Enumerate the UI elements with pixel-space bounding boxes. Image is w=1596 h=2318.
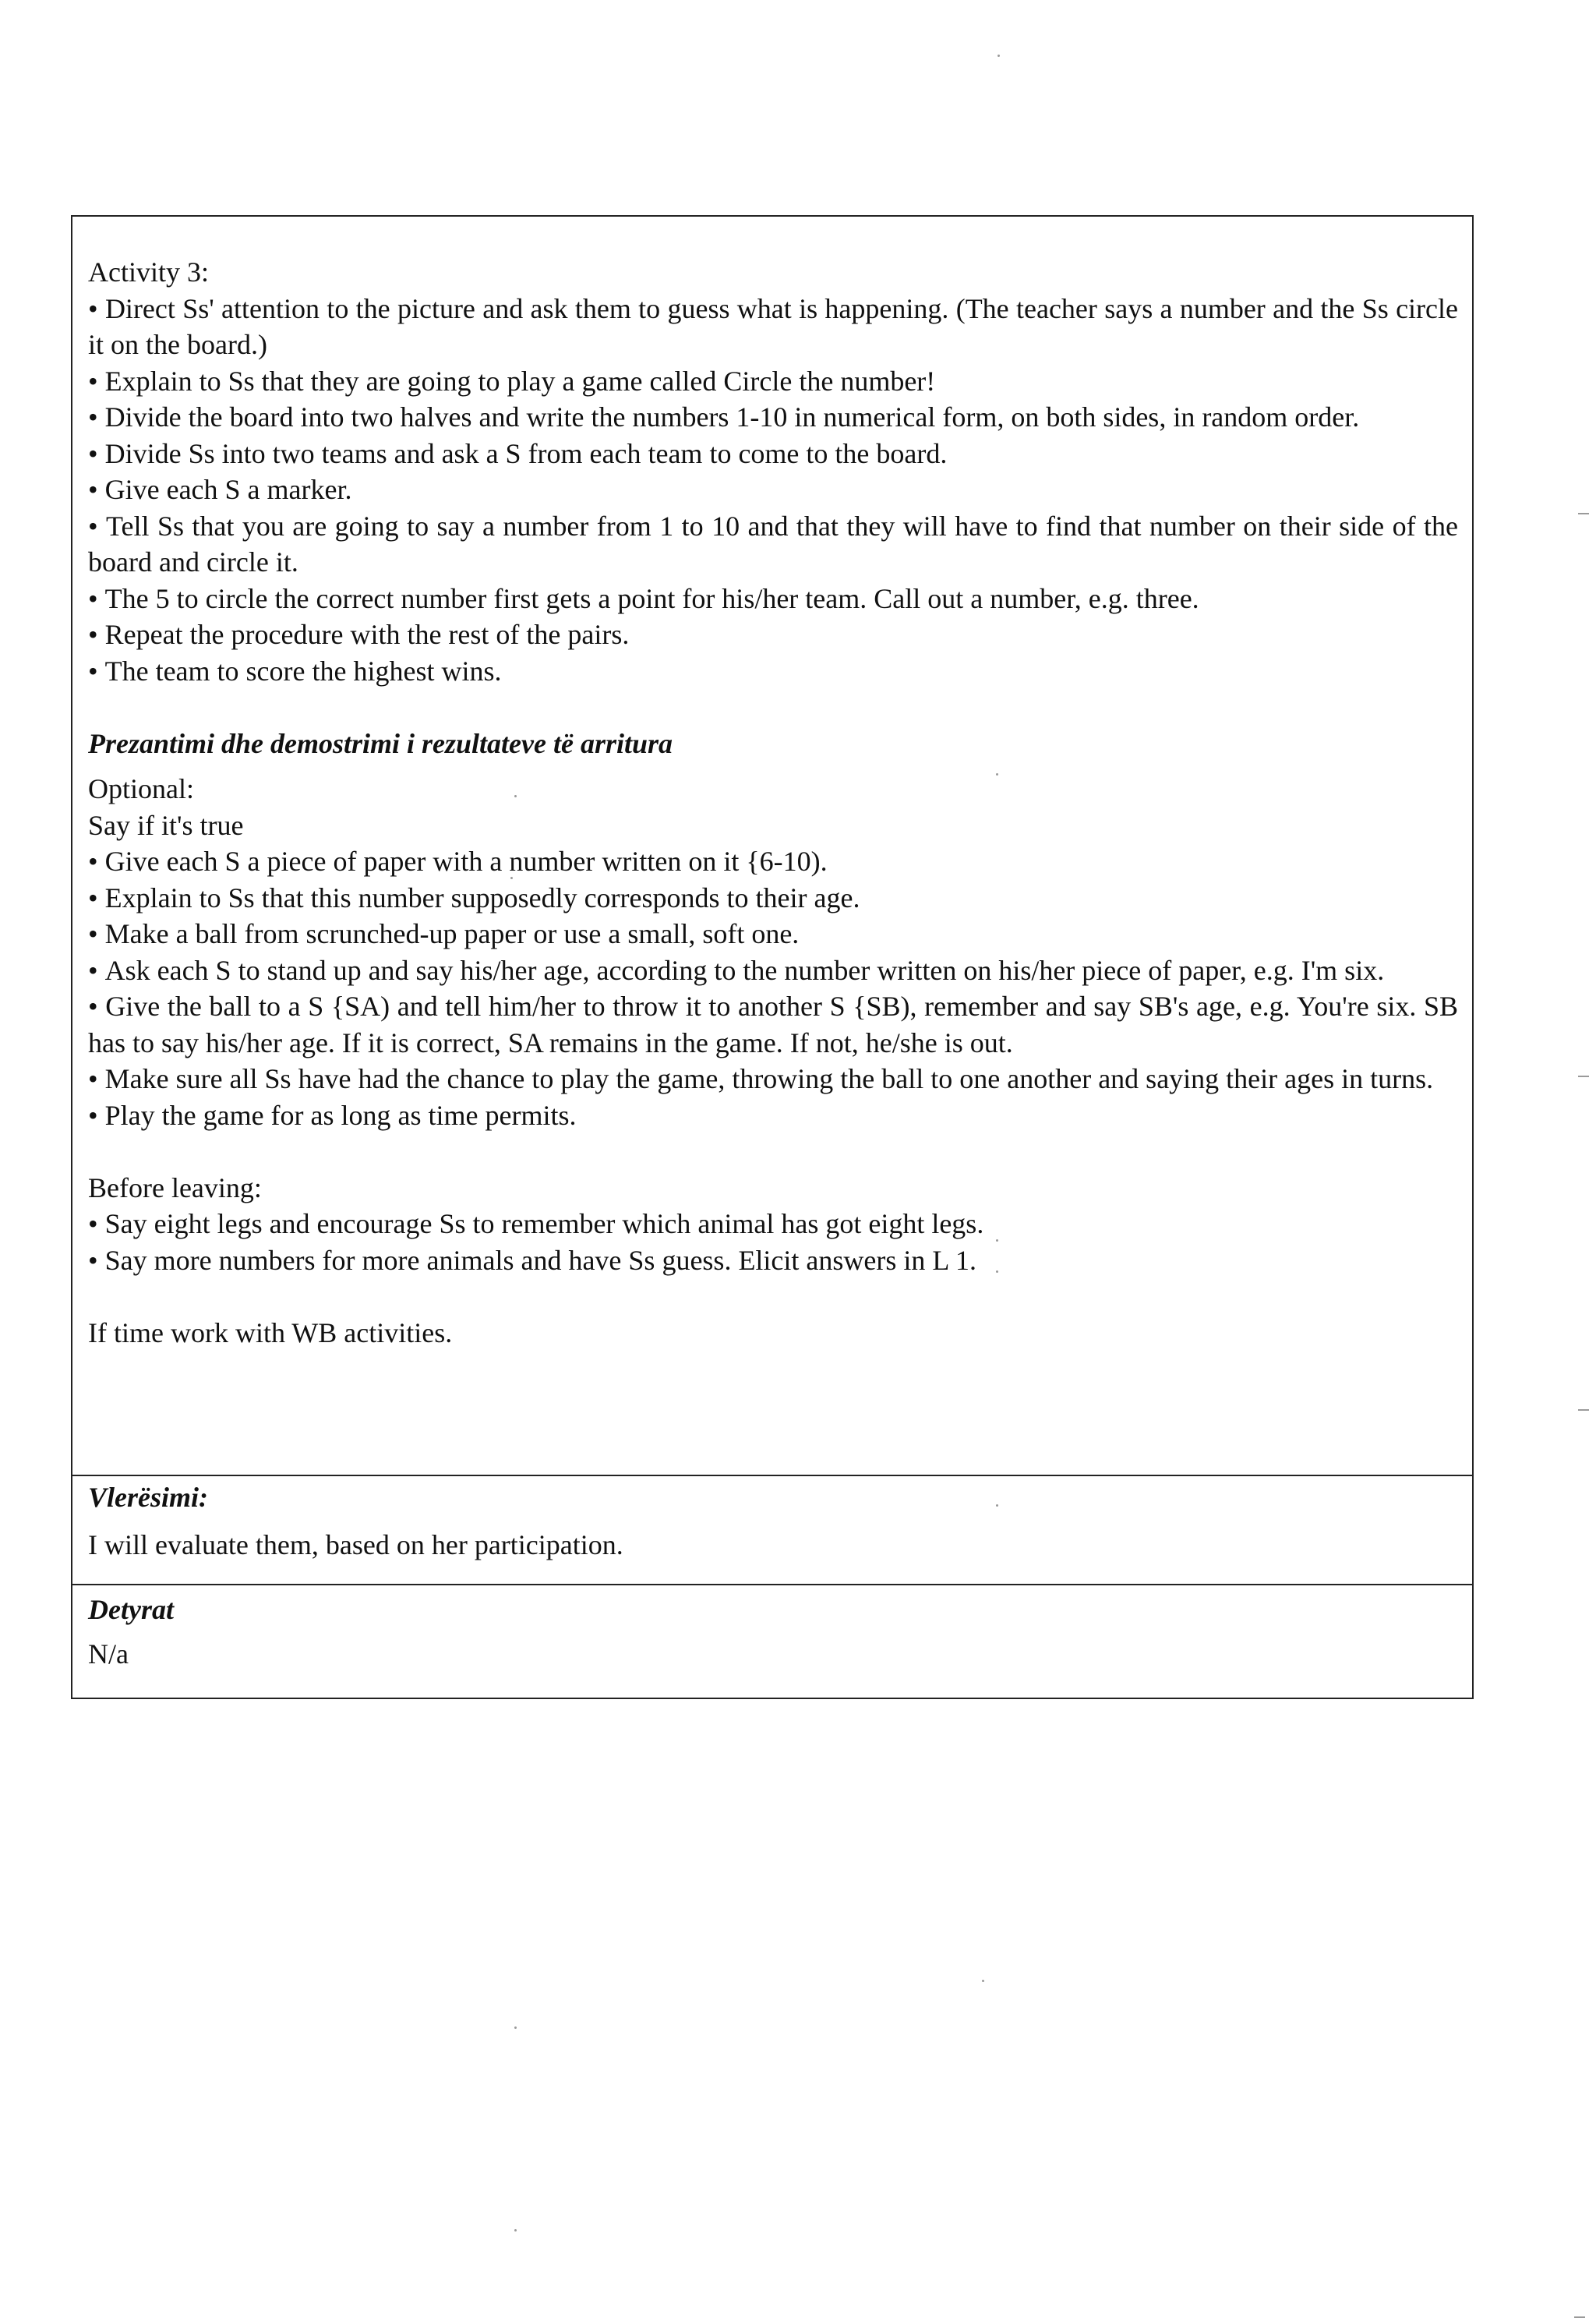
activity-title: Activity 3: xyxy=(88,256,209,288)
lesson-plan-table xyxy=(71,215,1474,1699)
activity-bullet: • Tell Ss that you are going to say a number from 1 to 10 and that they will have to find that number on their side of the board and circle it. xyxy=(88,508,1458,581)
presentation-heading: Prezantimi dhe demostrimi i rezultateve të arritura xyxy=(88,727,673,759)
scan-speck xyxy=(996,1504,998,1507)
scan-speck xyxy=(510,877,513,879)
activity-bullet: • The 5 to circle the correct number first gets a point for his/her team. Call out a number, e.g. three. xyxy=(88,581,1458,617)
presentation-bullet: • Make a ball from scrunched-up paper or use a small, soft one. xyxy=(88,916,1458,952)
activity-bullet: • Repeat the procedure with the rest of the pairs. xyxy=(88,617,1458,653)
scan-speck xyxy=(996,773,998,776)
activity-bullet: • Give each S a marker. xyxy=(88,472,1458,508)
evaluation-text: I will evaluate them, based on her participation. xyxy=(88,1528,623,1560)
activity-section xyxy=(72,217,1472,1476)
scan-speck xyxy=(514,795,517,797)
game-title: Say if it's true xyxy=(88,809,244,841)
activity-bullet: • Divide Ss into two teams and ask a S from each team to come to the board. xyxy=(88,436,1458,472)
before-leaving-label: Before leaving: xyxy=(88,1171,262,1203)
activity-bullet: • Explain to Ss that they are going to play a game called Circle the number! xyxy=(88,363,1458,400)
presentation-bullet: • Give the ball to a S {SA) and tell him/her to throw it to another S {SB), remember and say SB's age, e.g. You're six. SB has to say his/her age. If it is correct, SA remains in the game. If not, he/she is out. xyxy=(88,988,1458,1061)
evaluation-section xyxy=(72,1476,1472,1585)
homework-heading: Detyrat xyxy=(88,1594,174,1625)
spacer xyxy=(88,761,1458,771)
homework-text: N/a xyxy=(88,1638,129,1670)
scan-edge-mark xyxy=(1578,1076,1589,1077)
evaluation-heading: Vlerësimi: xyxy=(88,1482,208,1513)
before-leaving-bullet: • Say eight legs and encourage Ss to remember which animal has got eight legs. xyxy=(88,1206,1458,1242)
presentation-bullet: • Give each S a piece of paper with a number written on it {6-10). xyxy=(88,843,1458,880)
homework-section xyxy=(72,1585,1472,1698)
scan-edge-mark xyxy=(1578,1409,1589,1411)
scan-edge-mark xyxy=(1578,513,1589,514)
activity-bullet: • The team to score the highest wins. xyxy=(88,653,1458,690)
scan-speck xyxy=(514,2026,517,2029)
presentation-bullet: • Play the game for as long as time permits. xyxy=(88,1097,1458,1134)
presentation-bullet: • Ask each S to stand up and say his/her age, according to the number written on his/her piece of paper, e.g. I'm six. xyxy=(88,952,1458,989)
spacer xyxy=(88,1133,1458,1170)
activity-bullet: • Direct Ss' attention to the picture and ask them to guess what is happening. (The teacher says a number and the Ss circle it on the board.) xyxy=(88,291,1458,363)
before-leaving-bullet: • Say more numbers for more animals and have Ss guess. Elicit answers in L 1. xyxy=(88,1242,1458,1279)
scan-speck xyxy=(996,1270,998,1273)
optional-label: Optional: xyxy=(88,773,194,804)
scan-speck xyxy=(998,55,1000,57)
spacer xyxy=(88,1278,1458,1315)
spacer xyxy=(88,689,1458,726)
scan-speck xyxy=(982,1980,984,1982)
activity-bullet: • Divide the board into two halves and write the numbers 1-10 in numerical form, on both sides, in random order. xyxy=(88,399,1458,436)
scan-speck xyxy=(996,1239,998,1242)
scan-speck xyxy=(514,2229,517,2231)
closing-note: If time work with WB activities. xyxy=(88,1316,453,1348)
presentation-bullet: • Make sure all Ss have had the chance to play the game, throwing the ball to one another and saying their ages in turns. xyxy=(88,1061,1458,1097)
presentation-bullet: • Explain to Ss that this number supposedly corresponds to their age. xyxy=(88,880,1458,917)
